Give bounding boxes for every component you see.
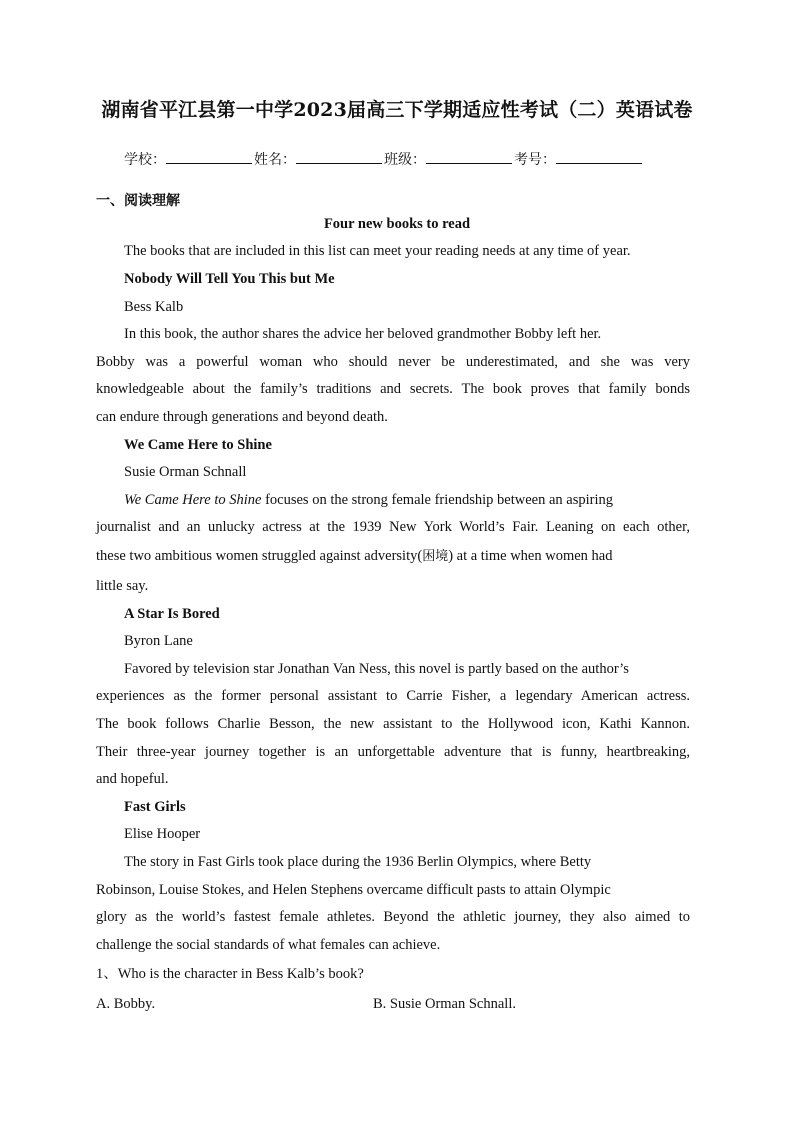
book-author: Byron Lane — [124, 633, 193, 649]
passage-title: Four new books to read — [323, 216, 471, 232]
paragraph-line: experiences as the former personal assistant to Carrie Fisher, a legendary American actress. — [96, 688, 690, 704]
paragraph-text: ) at a time when women had — [448, 548, 613, 564]
book-author: Elise Hooper — [124, 826, 201, 842]
paragraph-line — [96, 546, 690, 567]
book-author: Susie Orman Schnall — [124, 464, 247, 480]
paragraph-line: The book follows Charlie Besson, the new assistant to the Hollywood icon, Kathi Kannon. — [96, 716, 690, 732]
paragraph-text: focuses on the strong female friendship between an aspiring — [261, 492, 613, 508]
paragraph-line: challenge the social standards of what females can achieve. — [96, 937, 441, 953]
section-heading: 一、阅读理解 — [96, 193, 180, 209]
paragraph-line: little say. — [96, 578, 149, 594]
option-a[interactable]: A. Bobby. — [96, 996, 156, 1012]
paragraph-line: The story in Fast Girls took place during the 1936 Berlin Olympics, where Betty — [124, 854, 592, 870]
class-label: 班级： — [384, 152, 426, 168]
paragraph-line: can endure through generations and beyond death. — [96, 409, 388, 425]
name-label: 姓名： — [254, 152, 296, 168]
student-info-line — [124, 148, 644, 171]
class-blank[interactable] — [426, 148, 512, 164]
school-label: 学校： — [124, 152, 166, 168]
paragraph-line — [124, 490, 613, 510]
book-author: Bess Kalb — [124, 299, 184, 315]
paragraph-line: journalist and an unlucky actress at the 1939 New York World’s Fair. Leaning on each other, — [96, 519, 690, 535]
exam-title: 湖南省平江县第一中学2023届高三下学期适应性考试（二）英语试卷 — [101, 99, 693, 121]
exam-number-blank[interactable] — [556, 148, 642, 164]
exam-number-label: 考号： — [514, 152, 556, 168]
option-b[interactable]: B. Susie Orman Schnall. — [373, 996, 516, 1012]
italic-book-title: We Came Here to Shine — [124, 492, 262, 508]
school-blank[interactable] — [166, 148, 252, 164]
passage-intro: The books that are included in this list can meet your reading needs at any time of year. — [124, 243, 631, 259]
name-blank[interactable] — [296, 148, 382, 164]
book-title: A Star Is Bored — [124, 606, 220, 622]
paragraph-text: these two ambitious women struggled against adversity( — [96, 548, 423, 564]
paragraph-line: Favored by television star Jonathan Van Ness, this novel is partly based on the author’s — [124, 661, 629, 677]
chinese-gloss: 困境 — [422, 549, 449, 564]
paragraph-line: In this book, the author shares the advice her beloved grandmother Bobby left her. — [124, 326, 602, 342]
paragraph-line: Robinson, Louise Stokes, and Helen Stephens overcame difficult pasts to attain Olympic — [96, 882, 611, 898]
paragraph-line: Bobby was a powerful woman who should never be underestimated, and she was very — [96, 354, 690, 370]
paragraph-line: knowledgeable about the family’s traditions and secrets. The book proves that family bonds — [96, 381, 690, 397]
paragraph-line: and hopeful. — [96, 771, 169, 787]
question-stem: 1、Who is the character in Bess Kalb’s book? — [96, 966, 364, 982]
paragraph-line: Their three-year journey together is an unforgettable adventure that is funny, heartbreaking, — [96, 744, 690, 760]
paragraph-line: glory as the world’s fastest female athletes. Beyond the athletic journey, they also aimed to — [96, 909, 690, 925]
book-title: Nobody Will Tell You This but Me — [124, 271, 335, 287]
book-title: Fast Girls — [124, 799, 186, 815]
book-title: We Came Here to Shine — [124, 437, 272, 453]
